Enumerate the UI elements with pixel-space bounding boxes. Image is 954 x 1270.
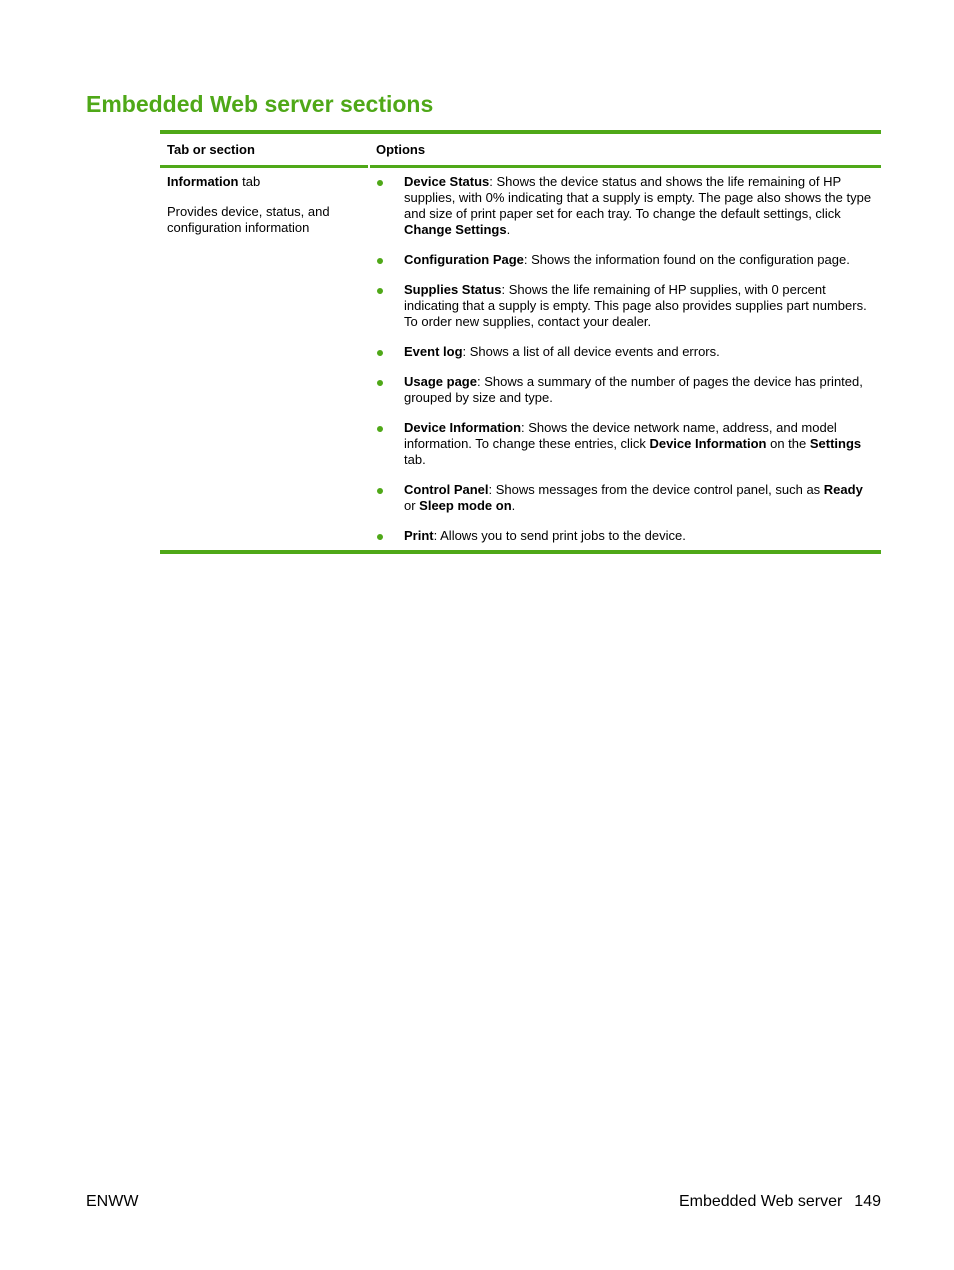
option-term: Control Panel: [404, 482, 489, 497]
option-text: on the: [766, 436, 810, 451]
page-title: Embedded Web server sections: [86, 91, 434, 117]
sections-table: [160, 130, 881, 554]
page-number: 149: [854, 1193, 881, 1210]
option-text: : Shows the device network name, address, and model information. To change these entries, click: [404, 420, 837, 451]
section-suffix: tab: [238, 174, 261, 189]
option-text: : Shows a list of all device events and errors.: [462, 344, 720, 359]
table-bottom-rule: [160, 550, 881, 554]
bullet-icon: [377, 180, 383, 186]
bullet-icon: [377, 534, 383, 540]
header-options: Options: [376, 142, 426, 157]
option-text: : Allows you to send print jobs to the device.: [433, 528, 686, 543]
option-item: [369, 482, 881, 514]
option-text: : Shows the life remaining of HP supplies, with 0 percent indicating that a supply is empty. This page also provides supplies part numbers. To order new supplies, contact your dealer.: [404, 282, 867, 329]
option-term: Device Information: [649, 436, 767, 451]
section-cell: [160, 174, 369, 544]
option-text: tab.: [404, 452, 426, 467]
option-term: Supplies Status: [404, 282, 502, 297]
option-term: Event log: [404, 344, 463, 359]
option-term: Configuration Page: [404, 252, 524, 267]
bullet-icon: [377, 350, 383, 356]
option-item: [369, 344, 881, 360]
option-item: [369, 528, 881, 544]
options-cell: [369, 174, 881, 544]
option-item: [369, 252, 881, 268]
table-header-row: [160, 134, 881, 165]
option-term: Print: [404, 528, 434, 543]
option-text: or: [404, 498, 420, 513]
option-text: : Shows the device status and shows the life remaining of HP supplies, with 0% indicating that a supply is empty. The page also shows the type and size of print paper set for each tray. To change the default settings, click: [404, 174, 872, 221]
option-term: Settings: [809, 436, 862, 451]
options-list: [369, 174, 881, 544]
option-term: Usage page: [404, 374, 477, 389]
section-name: Information: [167, 174, 239, 189]
section-title: [167, 174, 369, 190]
bullet-icon: [377, 258, 383, 264]
footer-section: Embedded Web server: [678, 1193, 843, 1210]
option-item: [369, 282, 881, 330]
bullet-icon: [377, 380, 383, 386]
bullet-icon: [377, 288, 383, 294]
bullet-icon: [377, 488, 383, 494]
option-text: .: [506, 222, 511, 237]
header-tab-or-section: Tab or section: [167, 142, 255, 157]
bullet-icon: [377, 426, 383, 432]
footer-right: [679, 1193, 881, 1211]
footer-left: ENWW: [86, 1193, 139, 1210]
option-text: : Shows messages from the device control panel, such as: [488, 482, 824, 497]
option-term: Change Settings: [404, 222, 507, 237]
table-row: [160, 168, 881, 550]
section-description: Provides device, status, and configuration information: [167, 204, 330, 235]
option-text: .: [511, 498, 516, 513]
option-item: [369, 420, 881, 468]
option-text: : Shows the information found on the configuration page.: [523, 252, 850, 267]
option-item: [369, 374, 881, 406]
option-term: Sleep mode on: [419, 498, 512, 513]
option-term: Device Information: [404, 420, 522, 435]
option-term: Device Status: [404, 174, 490, 189]
option-text: : Shows a summary of the number of pages the device has printed, grouped by size and type.: [404, 374, 863, 405]
option-item: [369, 174, 881, 238]
option-term: Ready: [823, 482, 863, 497]
header-divider: [160, 165, 881, 168]
